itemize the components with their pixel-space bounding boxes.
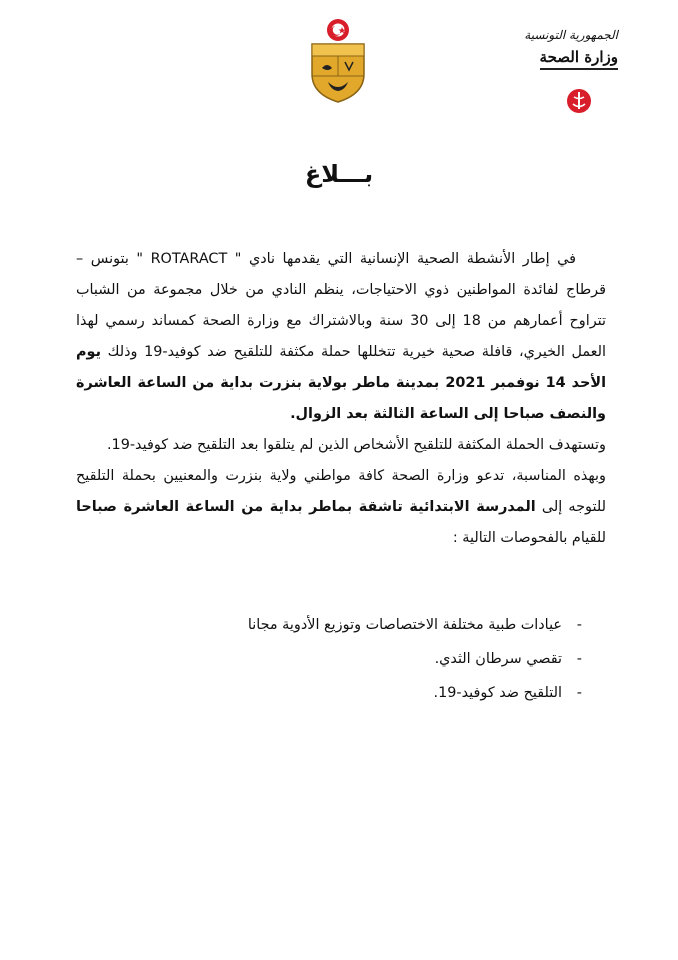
page-title: بـــلاغ [304, 160, 374, 188]
date-location-text: يوم الأحد 14 نوفمبر 2021 بمدينة ماطر بولاية بنزرت بداية من الساعة العاشرة والنصف صباحا إلى الساعة الثالثة بعد الزوال. [76, 344, 606, 422]
list-item [76, 608, 582, 642]
list-item-text: تقصي سرطان الثدي. [434, 651, 562, 667]
services-list [76, 608, 582, 710]
ministry-header [498, 28, 618, 70]
paragraph-invitation [76, 461, 606, 554]
list-item [76, 642, 582, 676]
ministry-label: وزارة الصحة [539, 48, 618, 66]
list-item [76, 676, 582, 710]
invitation-end: للقيام بالفحوصات التالية : [452, 530, 606, 546]
list-dash: - [576, 685, 582, 701]
list-item-text: عيادات طبية مختلفة الاختصاصات وتوزيع الأدوية مجانا [247, 617, 562, 633]
list-dash: - [576, 651, 582, 667]
ministry-of-health-emblem-icon [566, 88, 592, 114]
paragraph-target: وتستهدف الحملة المكثفة للتلقيح الأشخاص الذين لم يتلقوا بعد التلقيح ضد كوفيد-19. [106, 437, 606, 453]
list-item-text: التلقيح ضد كوفيد-19. [433, 685, 562, 701]
invitation-start: وبهذه المناسبة، تدعو وزارة الصحة كافة مواطني ولاية بنزرت والمعنيين بحملة التلقيح للتوجه إلى [76, 468, 606, 515]
paragraph-intro [76, 244, 606, 430]
list-dash: - [576, 617, 582, 633]
ministry-divider [540, 68, 618, 70]
venue-text: المدرسة الابتدائية تاشقة بماطر بداية من الساعة العاشرة صباحا [76, 499, 536, 515]
release-body [76, 244, 606, 554]
intro-text: في إطار الأنشطة الصحية الإنسانية التي يقدمها نادي " ROTARACT " بتونس – قرطاج لفائدة المواطنين ذوي الاحتياجات، ينظم النادي من خلال مجموعة من الشباب تتراوح أعمارهم من 18 إلى 30 سنة وبالاشتراك مع وزارة الصحة كمساند رسمي لهذا العمل الخيري، قافلة صحية خيرية تتخللها حملة مكثفة للتلقيح ضد كوفيد-19 وذلك [76, 251, 607, 360]
tunisia-coat-of-arms-icon [298, 16, 378, 104]
republic-label: الجمهورية التونسية [524, 28, 618, 42]
